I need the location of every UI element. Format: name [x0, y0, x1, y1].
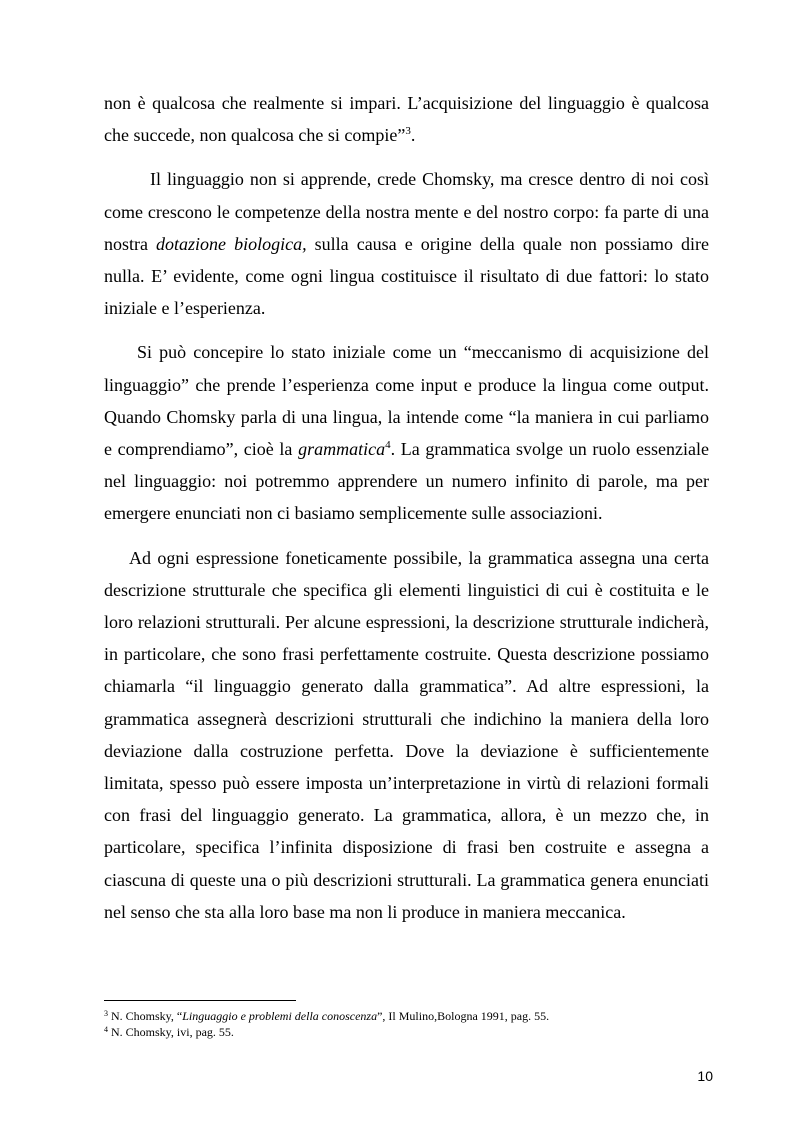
paragraph-3 — [104, 336, 709, 529]
footnote-number: 3 — [104, 1009, 108, 1018]
footnote-4 — [104, 1024, 709, 1040]
footnotes — [104, 1008, 709, 1040]
paragraph-2-emphasis: dotazione biologica, — [156, 233, 307, 254]
paragraph-3-text: Si può concepire lo stato iniziale come un “meccanismo di acquisizione del linguaggio” che prende l’esperienza come input e produce la lingua come output. Quando Chomsky parla di una lingua, la intende come “la maniera in cui parliamo e comprendiamo”, cioè la — [104, 342, 709, 460]
footnote-ref-4[interactable]: 4 — [385, 439, 391, 452]
footnote-3 — [104, 1008, 709, 1024]
body-text — [104, 87, 709, 940]
paragraph-2-end: sulla causa e origine della quale non possiamo dire nulla. E’ evidente, come ogni lingua costituisce il risultato di due fattori: lo stato iniziale e l’esperienza. — [104, 233, 709, 319]
footnote-4-text: N. Chomsky, ivi, pag. 55. — [108, 1025, 234, 1039]
footnote-number: 4 — [104, 1025, 108, 1034]
footnote-3-text: N. Chomsky, “ — [108, 1009, 183, 1023]
footnote-3-title: Linguaggio e problemi della conoscenza — [182, 1009, 378, 1023]
paragraph-3-emphasis: grammatica — [298, 439, 386, 460]
paragraph-2 — [104, 163, 709, 324]
paragraph-2-text: Il linguaggio non si apprende, crede Chomsky, ma cresce dentro di noi così come crescono le competenze della nostra mente e del nostro corpo: fa parte di una nostra — [104, 169, 709, 254]
footnote-3-source: ”, Il Mulino,Bologna 1991, pag. 55. — [377, 1009, 550, 1023]
paragraph-3-end: . La grammatica svolge un ruolo essenziale nel linguaggio: noi potremmo apprendere un numero infinito di parole, ma per emergere enunciati non ci basiamo semplicemente sulle associazioni. — [104, 439, 709, 524]
footnote-separator — [104, 1000, 296, 1001]
footnote-ref-3[interactable]: 3 — [405, 125, 411, 138]
paragraph-1-end: . — [410, 125, 416, 146]
page-number: 10 — [697, 1068, 713, 1084]
paragraph-1-text: non è qualcosa che realmente si impari. L’acquisizione del linguaggio è qualcosa che succede, non qualcosa che si compie” — [104, 93, 709, 146]
paragraph-1 — [104, 87, 709, 151]
paragraph-4: Ad ogni espressione foneticamente possibile, la grammatica assegna una certa descrizione strutturale che specifica gli elementi linguistici di cui è costituita e le loro relazioni strutturali. Per alcune espressioni, la descrizione strutturale indicherà, in particolare, che sono frasi perfettamente costruite. Questa descrizione possiamo chiamarla “il linguaggio generato dalla grammatica”. Ad altre espressioni, la grammatica assegnerà descrizioni strutturali che indichino la maniera della loro deviazione dalla costruzione perfetta. Dove la deviazione è sufficientemente limitata, spesso può essere imposta un’interpretazione in virtù di relazioni formali con frasi del linguaggio generato. La grammatica, allora, è un mezzo che, in particolare, specifica l’infinita disposizione di frasi ben costruite e assegna a ciascuna di queste una o più descrizioni strutturali. La grammatica genera enunciati nel senso che sta alla loro base ma non li produce in maniera meccanica. — [104, 547, 709, 922]
